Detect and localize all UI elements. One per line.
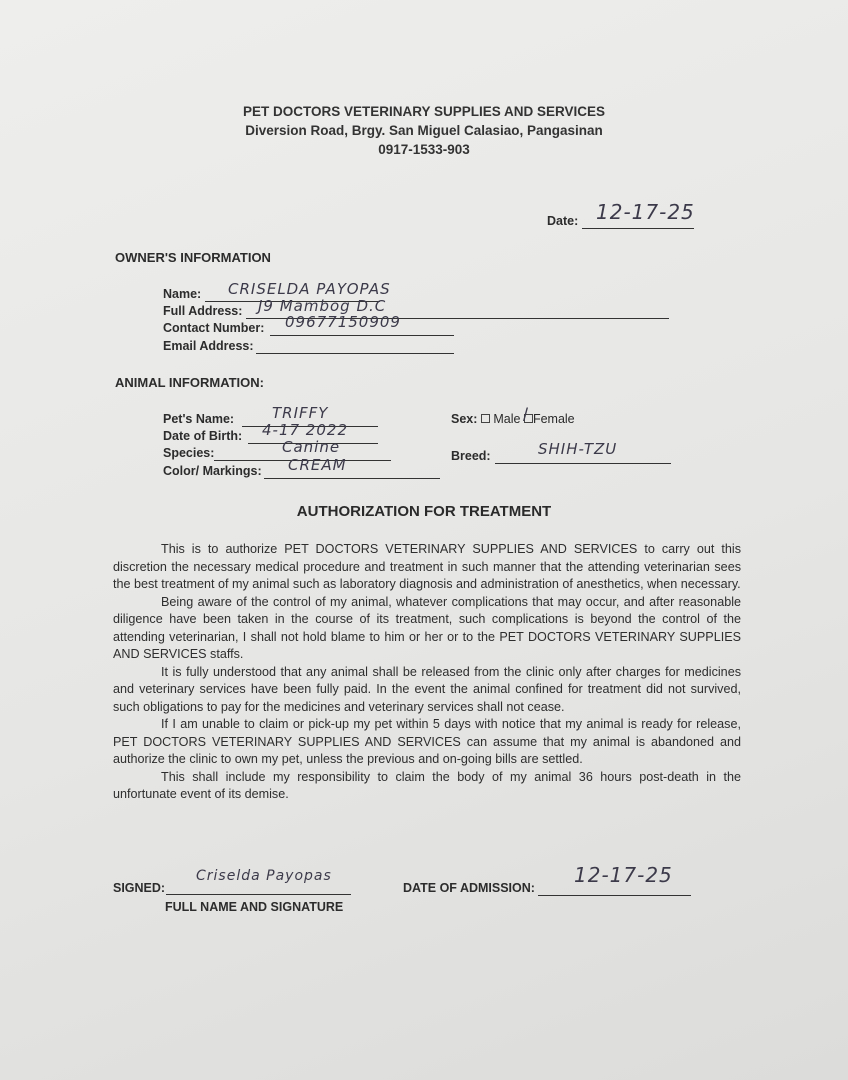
name-value: CRISELDA PAYOPAS — [228, 280, 391, 298]
paragraph: This is to authorize PET DOCTORS VETERINARY SUPPLIES AND SERVICES to carry out this discretion the necessary medical procedure and treatment in such manner that the attending veterinarian sees the best treatment of my animal such as laboratory diagnosis and administration of anesthetics, when necessary. — [113, 542, 741, 591]
signed-label: SIGNED: — [113, 881, 166, 895]
sex-field — [451, 405, 575, 426]
owner-heading: OWNER'S INFORMATION — [115, 250, 271, 265]
address-value: J9 Mambog D.C — [258, 297, 387, 315]
paragraph: Being aware of the control of my animal, whatever complications that may occur, and after reasonable diligence have been taken in the course of its treatment, such complications is beyond the control of the attending veterinarian, I shall not hold blame to him or her or to the PET DOCTORS VETERINARY SUPPLIES AND SERVICES staffs. — [113, 594, 741, 661]
female-checkbox[interactable] — [522, 405, 533, 425]
breed-label: Breed: — [451, 449, 491, 463]
dob-label: Date of Birth: — [163, 429, 243, 443]
email-field[interactable] — [256, 337, 454, 354]
animal-heading: ANIMAL INFORMATION: — [115, 375, 264, 390]
paragraph: It is fully understood that any animal shall be released from the clinic only after charges for medicines and veterinary services have been fully paid. In the event the animal confined for treatment did not survived, such obligations to pay for the medicines and veterinary services shall not cease. — [113, 664, 741, 714]
address-label: Full Address: — [163, 304, 243, 318]
clinic-phone: 0917-1533-903 — [378, 142, 470, 157]
signature-value: Criselda Payopas — [196, 868, 332, 884]
contact-label: Contact Number: — [163, 321, 265, 335]
email-label: Email Address: — [163, 339, 254, 353]
name-label: Name: — [163, 287, 202, 301]
color-label: Color/ Markings: — [163, 464, 262, 478]
check-mark-icon: / — [522, 405, 528, 425]
female-label: Female — [532, 412, 575, 426]
authorization-title: AUTHORIZATION FOR TREATMENT — [296, 503, 552, 520]
pet-name-value: TRIFFY — [272, 404, 329, 422]
male-label: Male — [493, 412, 521, 426]
clinic-address: Diversion Road, Brgy. San Miguel Calasiao, Pangasinan — [245, 123, 603, 138]
contact-value: 09677150909 — [285, 313, 401, 331]
paragraph: This shall include my responsibility to claim the body of my animal 36 hours post-death in the unfortunate event of its demise. — [113, 769, 741, 801]
admission-value: 12-17-25 — [574, 863, 673, 887]
admission-label: DATE OF ADMISSION: — [403, 881, 535, 895]
male-checkbox[interactable] — [481, 414, 490, 423]
species-label: Species: — [163, 446, 215, 460]
breed-value: SHIH-TZU — [538, 440, 618, 458]
date-value: 12-17-25 — [596, 200, 695, 224]
clinic-name: PET DOCTORS VETERINARY SUPPLIES AND SERVICES — [242, 104, 606, 119]
color-value: CREAM — [288, 456, 347, 474]
dob-value: 4-17 2022 — [262, 421, 348, 439]
date-label: Date: — [547, 214, 579, 228]
sex-label: Sex: — [451, 412, 478, 426]
pet-name-label: Pet's Name: — [163, 412, 235, 426]
authorization-body — [113, 541, 741, 804]
signature-caption: FULL NAME AND SIGNATURE — [165, 900, 344, 914]
species-value: Canine — [282, 438, 341, 456]
paragraph: If I am unable to claim or pick-up my pet within 5 days with notice that my animal is ready for release, PET DOCTORS VETERINARY SUPPLIES AND SERVICES can assume that my animal is abandoned and authorize the clinic to own my pet, unless the previous and on-going bills are settled. — [113, 717, 741, 766]
